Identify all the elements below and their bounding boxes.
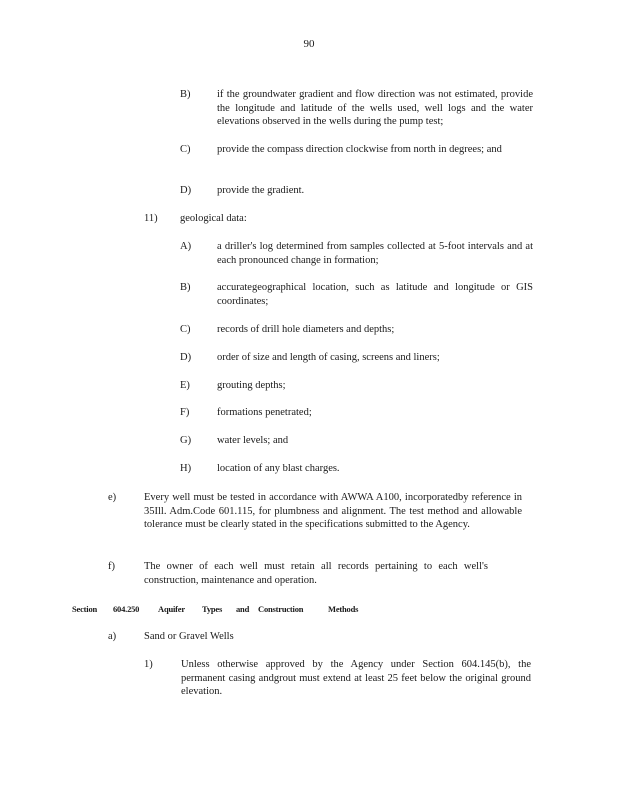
item-label: A) bbox=[180, 241, 192, 252]
item-text: accurategeographical location, such as latitude and longitude or GIS coordinates; bbox=[217, 282, 533, 307]
item-label: D) bbox=[180, 185, 192, 196]
item-text: water levels; and bbox=[217, 435, 289, 446]
item-text: formations penetrated; bbox=[217, 407, 312, 418]
item-text: grouting depths; bbox=[217, 380, 286, 391]
item-text: provide the gradient. bbox=[217, 185, 305, 196]
item-text: a driller's log determined from samples collected at 5-foot intervals and at each pronounced change in formation; bbox=[217, 241, 533, 266]
section-title-word: and bbox=[236, 604, 250, 614]
item-text: Unless otherwise approved by the Agency under Section 604.145(b), the permanent casing andgrout must extend at least 25 feet below the original ground elevation. bbox=[181, 659, 531, 697]
item-label: C) bbox=[180, 144, 191, 155]
item-text: geological data: bbox=[180, 213, 247, 224]
item-text: Sand or Gravel Wells bbox=[144, 631, 234, 642]
item-text: Every well must be tested in accordance with AWWA A100, incorporatedby reference in 35Ill. Adm.Code 601.115, for plumbness and alignment. The test method and allowable tolerance must be clearly stated in the specifications submitted to the Agency. bbox=[144, 492, 522, 530]
item-label: G) bbox=[180, 435, 192, 446]
item-text: order of size and length of casing, screens and liners; bbox=[217, 352, 440, 363]
section-title-word: Methods bbox=[328, 604, 359, 614]
item-label: E) bbox=[180, 380, 190, 391]
item-label: C) bbox=[180, 324, 191, 335]
section-title-word: Types bbox=[202, 604, 223, 614]
item-label: a) bbox=[108, 631, 117, 642]
item-text: records of drill hole diameters and depths; bbox=[217, 324, 395, 335]
item-label: H) bbox=[180, 463, 192, 474]
item-label: F) bbox=[180, 407, 190, 418]
section-number: 604.250 bbox=[113, 604, 140, 614]
page-number: 90 bbox=[303, 38, 315, 50]
item-label: B) bbox=[180, 282, 191, 293]
item-label: f) bbox=[108, 561, 115, 572]
item-text: The owner of each well must retain all records pertaining to each well's construction, maintenance and operation. bbox=[144, 561, 488, 586]
section-word: Section bbox=[72, 604, 98, 614]
item-text: provide the compass direction clockwise from north in degrees; and bbox=[217, 144, 502, 155]
item-text: location of any blast charges. bbox=[217, 463, 340, 474]
item-label: e) bbox=[108, 492, 117, 503]
item-label: 11) bbox=[144, 213, 158, 224]
item-label: D) bbox=[180, 352, 192, 363]
item-label: 1) bbox=[144, 659, 153, 670]
section-title-word: Aquifer bbox=[158, 604, 185, 614]
item-text: if the groundwater gradient and flow direction was not estimated, provide the longitude and latitude of the wells used, well logs and the water elevations observed in the wells during the pump test; bbox=[217, 89, 533, 127]
item-label: B) bbox=[180, 89, 191, 100]
section-title-word: Construction bbox=[258, 604, 304, 614]
